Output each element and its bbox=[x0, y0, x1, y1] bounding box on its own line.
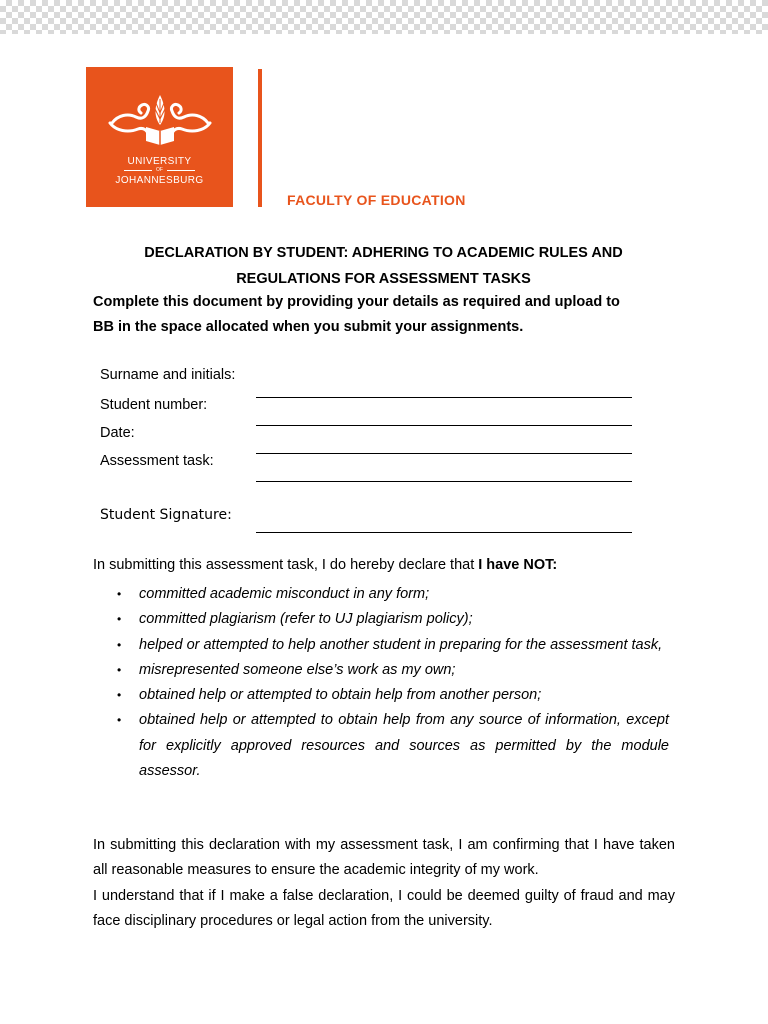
list-item bbox=[117, 683, 669, 708]
assessment-task-label: Assessment task: bbox=[100, 453, 214, 469]
instructions bbox=[93, 290, 678, 340]
assessment-task-field-line[interactable] bbox=[256, 481, 632, 482]
closing-paragraph-2: I understand that if I make a false declaration, I could be deemed guilty of fraud and may face disciplinary procedures or legal action from the university. bbox=[93, 887, 675, 929]
surname-field-line[interactable] bbox=[256, 397, 632, 398]
bullet-icon: • bbox=[117, 662, 122, 677]
student-number-field-line[interactable] bbox=[256, 425, 632, 426]
logo-text-johannesburg: JOHANNESBURG bbox=[115, 175, 204, 186]
list-item bbox=[117, 582, 669, 607]
document-title bbox=[93, 240, 674, 292]
list-item bbox=[117, 633, 669, 658]
surname-label: Surname and initials: bbox=[100, 367, 236, 383]
date-label: Date: bbox=[100, 425, 135, 441]
instructions-line-2: BB in the space allocated when you submit your assignments. bbox=[93, 319, 524, 335]
list-item-text: helped or attempted to help another student in preparing for the assessment task, bbox=[139, 636, 663, 653]
header-divider bbox=[258, 69, 262, 207]
list-item-text: obtained help or attempted to obtain help from any source of information, except for explicitly approved resources and sources as permitted by the module assessor. bbox=[139, 712, 669, 780]
list-item-text: committed plagiarism (refer to UJ plagiarism policy); bbox=[139, 611, 473, 628]
closing-paragraph-1: In submitting this declaration with my assessment task, I am confirming that I have taken all reasonable measures to ensure the academic integrity of my work. bbox=[93, 837, 675, 879]
instructions-line-1: Complete this document by providing your details as required and upload to bbox=[93, 294, 620, 310]
declaration-intro-bold: I have NOT: bbox=[478, 557, 558, 573]
logo-text-of: OF bbox=[156, 167, 163, 173]
list-item bbox=[117, 658, 669, 683]
date-field-line[interactable] bbox=[256, 453, 632, 454]
title-line-2: REGULATIONS FOR ASSESSMENT TASKS bbox=[236, 271, 531, 287]
bullet-icon: • bbox=[117, 612, 122, 627]
list-item-text: obtained help or attempted to obtain help from another person; bbox=[139, 687, 542, 704]
student-number-label: Student number: bbox=[100, 397, 208, 413]
list-item-text: committed academic misconduct in any form; bbox=[139, 586, 430, 602]
declaration-list bbox=[117, 582, 669, 784]
bullet-icon: • bbox=[117, 688, 122, 703]
crest-emblem-icon bbox=[108, 89, 212, 149]
signature-label: Student Signature: bbox=[100, 507, 232, 523]
list-item bbox=[117, 607, 669, 632]
transparency-background bbox=[0, 0, 768, 34]
logo-rule-right bbox=[167, 170, 195, 171]
university-logo bbox=[86, 67, 233, 207]
closing-text bbox=[93, 833, 675, 934]
bullet-icon: • bbox=[117, 637, 122, 652]
signature-field-line[interactable] bbox=[256, 532, 632, 533]
bullet-icon: • bbox=[117, 713, 122, 728]
faculty-name: FACULTY OF EDUCATION bbox=[287, 192, 466, 208]
bullet-icon: • bbox=[117, 587, 122, 601]
declaration-intro-text: In submitting this assessment task, I do hereby declare that bbox=[93, 557, 479, 573]
list-item-text: misrepresented someone else’s work as my own; bbox=[139, 661, 456, 678]
declaration-intro bbox=[93, 557, 557, 573]
list-item bbox=[117, 708, 669, 784]
title-line-1: DECLARATION BY STUDENT: ADHERING TO ACADEMIC RULES AND bbox=[144, 245, 623, 261]
logo-text-university: UNIVERSITY bbox=[127, 156, 192, 167]
